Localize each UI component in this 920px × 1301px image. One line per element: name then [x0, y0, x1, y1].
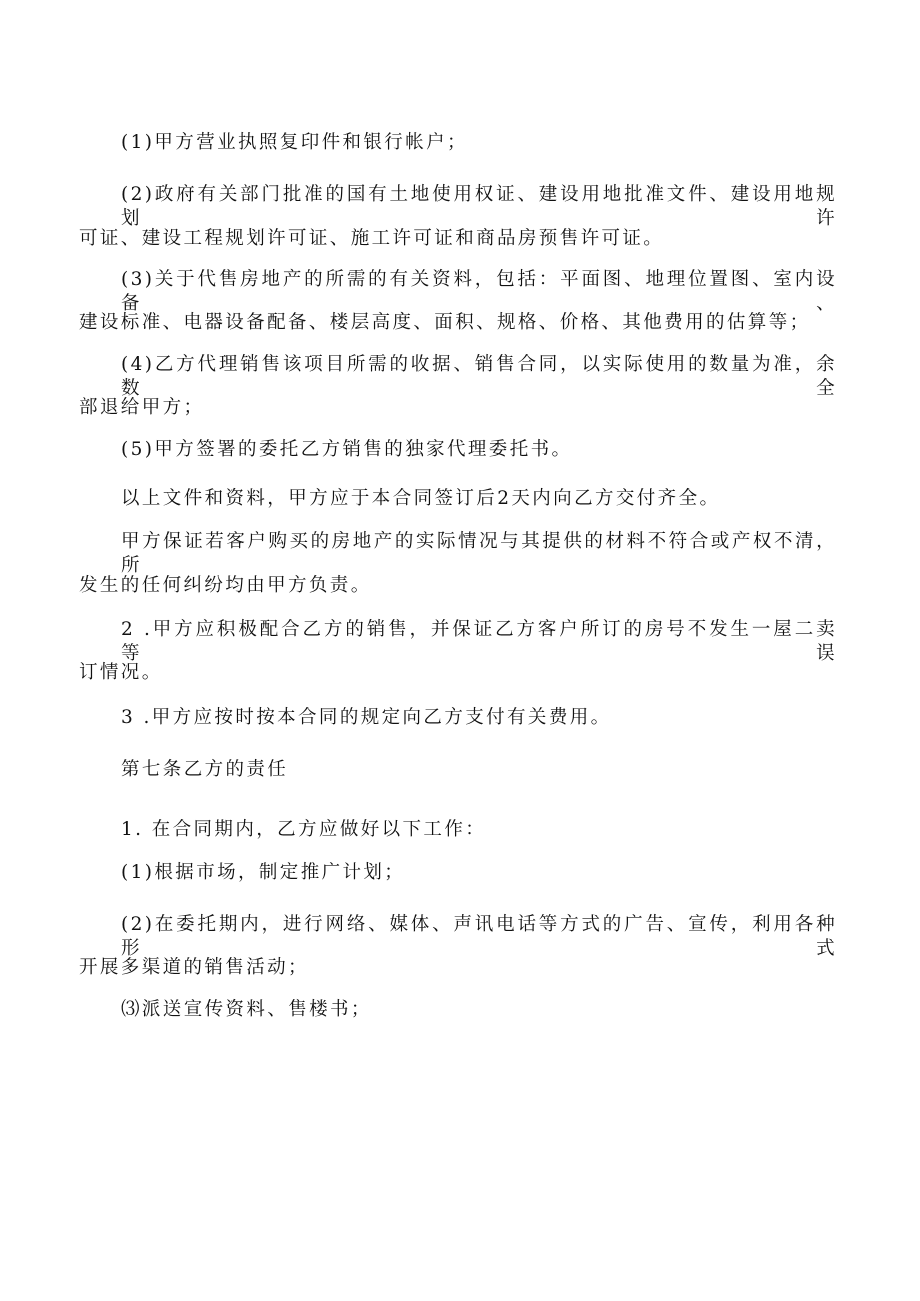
- paragraph-3-line-1: (3)关于代售房地产的所需的有关资料，包括：平面图、地理位置图、室内设备、: [121, 269, 837, 314]
- paragraph-9-line-1: 3 .甲方应按时按本合同的规定向乙方支付有关费用。: [121, 707, 612, 728]
- section-heading: 第七条乙方的责任: [121, 759, 289, 780]
- paragraph-11-line-1: 1. 在合同期内，乙方应做好以下工作：: [121, 819, 487, 840]
- paragraph-3-line-2: 建设标准、电器设备配备、楼层高度、面积、规格、价格、其他费用的估算等；: [79, 312, 811, 333]
- paragraph-13-line-1: (2)在委托期内，进行网络、媒体、声讯电话等方式的广告、宣传，利用各种形式: [121, 914, 837, 959]
- paragraph-8-line-2: 订情况。: [79, 662, 163, 683]
- paragraph-14-line-1: ⑶派送宣传资料、售楼书；: [121, 999, 372, 1020]
- paragraph-7-line-1: 甲方保证若客户购买的房地产的实际情况与其提供的材料不符合或产权不清，所: [121, 531, 837, 576]
- paragraph-2-line-1: (2)政府有关部门批准的国有土地使用权证、建设用地批准文件、建设用地规划许: [121, 184, 837, 229]
- paragraph-12-line-1: (1)根据市场，制定推广计划；: [121, 862, 406, 883]
- paragraph-4-line-2: 部退给甲方；: [79, 397, 205, 418]
- paragraph-5-line-1: (5)甲方签署的委托乙方销售的独家代理委托书。: [121, 439, 573, 460]
- paragraph-1-line-1: (1)甲方营业执照复印件和银行帐户；: [121, 132, 468, 153]
- paragraph-6-line-1: 以上文件和资料，甲方应于本合同签订后2天内向乙方交付齐全。: [121, 488, 721, 509]
- paragraph-2-line-2: 可证、建设工程规划许可证、施工许可证和商品房预售许可证。: [79, 228, 665, 249]
- paragraph-8-line-1: 2 .甲方应积极配合乙方的销售，并保证乙方客户所订的房号不发生一屋二卖等误: [121, 619, 837, 664]
- paragraph-13-line-2: 开展多渠道的销售活动；: [79, 957, 309, 978]
- paragraph-7-line-2: 发生的任何纠纷均由甲方负责。: [79, 575, 372, 596]
- paragraph-4-line-1: (4)乙方代理销售该项目所需的收据、销售合同，以实际使用的数量为准，余数全: [121, 354, 837, 399]
